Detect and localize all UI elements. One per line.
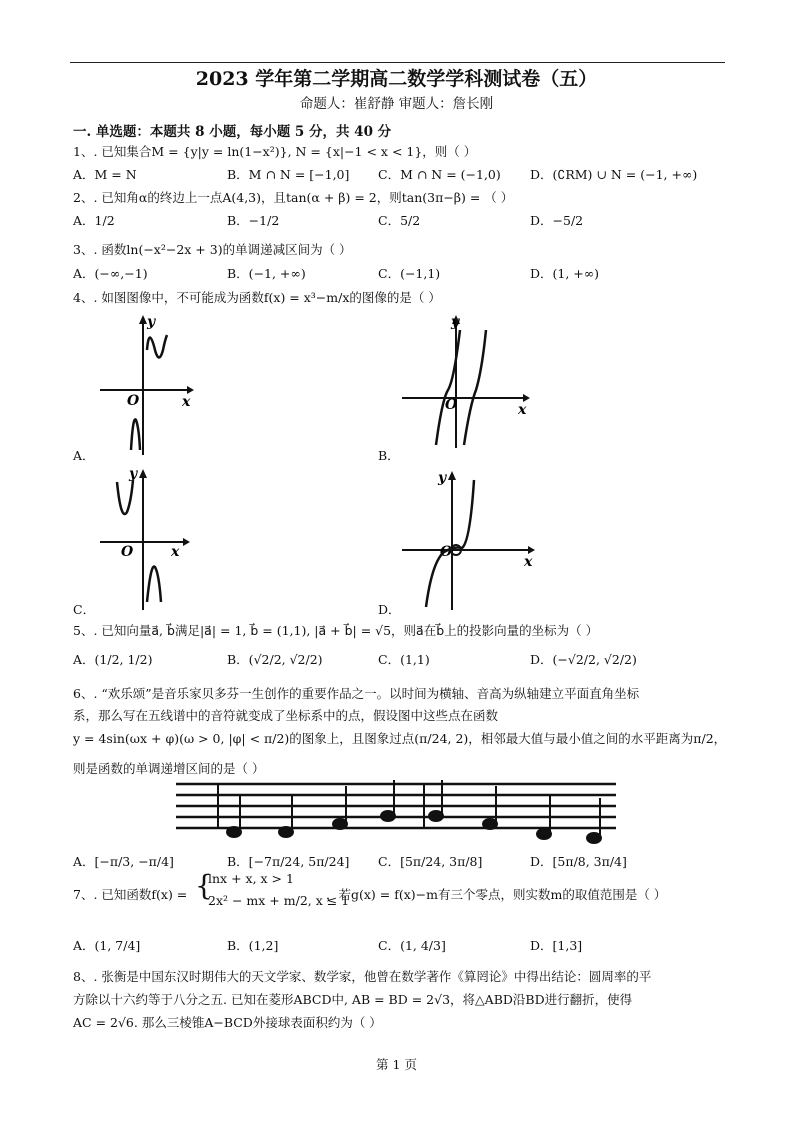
graph-a — [95, 310, 195, 460]
question-6-line-1: 6、. “欢乐颂”是音乐家贝多芬一生创作的重要作品之一。以时间为横轴、音高为纵轴建立平面直角坐标 — [73, 686, 640, 701]
question-8-line-3: AC = 2√6. 那么三棱锥A−BCD外接球表面积约为（ ） — [73, 1015, 382, 1030]
q6-option-d: D．[5π/8, 3π/4] — [530, 854, 627, 869]
q3-option-b: B．(−1, +∞) — [227, 266, 306, 281]
question-6-line-4: 则是函数的单调递增区间的是（ ） — [73, 761, 265, 776]
q2-option-c: C．5/2 — [378, 213, 421, 228]
graph-a-y-label: y — [147, 314, 156, 330]
q4-label-d: D． — [378, 602, 401, 617]
question-7-stem-left: 7、. 已知函数f(x) = — [73, 887, 188, 902]
question-3-stem: 3、. 函数ln(−x²−2x + 3)的单调递减区间为（ ） — [73, 242, 352, 257]
graph-d — [398, 462, 538, 612]
top-rule — [70, 62, 725, 63]
q7-brace: { — [195, 869, 213, 902]
question-4-stem: 4、. 如图图像中，不可能成为函数f(x) = x³−m/x的图像的是（ ） — [73, 290, 441, 305]
question-1-stem: 1、. 已知集合M = {y|y = ln(1−x²)}, N = {x|−1 < x < 1}，则（ ） — [73, 144, 477, 159]
q5-option-d: D．(−√2/2, √2/2) — [530, 652, 637, 667]
q4-label-c: C． — [73, 602, 96, 617]
q2-option-d: D．−5/2 — [530, 213, 584, 228]
graph-b-y-label: y — [451, 314, 460, 330]
graph-b — [398, 310, 533, 450]
graph-b-origin-label: O — [445, 397, 458, 413]
graph-c — [95, 462, 195, 612]
q1-option-c: C．M ∩ N = (−1,0) — [378, 167, 501, 182]
q6-option-a: A．[−π/3, −π/4] — [73, 854, 174, 869]
q7-option-d: D．[1,3] — [530, 938, 583, 953]
graph-d-origin-label: O — [440, 544, 453, 560]
question-8-line-2: 方除以十六约等于八分之五. 已知在菱形ABCD中, AB = BD = 2√3，将△ABD沿BD进行翻折，使得 — [73, 992, 633, 1007]
graph-c-y-label: y — [129, 466, 138, 482]
q5-option-c: C．(1,1) — [378, 652, 430, 667]
q1-option-b: B．M ∩ N = [−1,0] — [227, 167, 350, 182]
q3-option-a: A．(−∞,−1) — [73, 266, 148, 281]
graph-d-x-label: x — [524, 554, 533, 570]
q7-option-b: B．(1,2] — [227, 938, 279, 953]
q1-option-d: D．(∁RM) ∪ N = (−1, +∞) — [530, 167, 698, 182]
q6-option-b: B．[−7π/24, 5π/24] — [227, 854, 350, 869]
question-2-stem: 2、. 已知角α的终边上一点A(4,3)，且tan(α + β) = 2，则tan(3π−β) = （ ） — [73, 190, 514, 205]
question-7-stem-right: ，若g(x) = f(x)−m有三个零点，则实数m的取值范围是（ ） — [326, 887, 667, 902]
q7-case-2: 2x² − mx + m/2, x ≤ 1 — [208, 893, 350, 908]
q5-option-a: A．(1/2, 1/2) — [73, 652, 153, 667]
graph-c-x-label: x — [171, 544, 180, 560]
q4-label-a: A． — [73, 448, 95, 463]
q1-option-a: A．M = N — [73, 167, 137, 182]
q7-option-c: C．(1, 4/3] — [378, 938, 446, 953]
q2-option-b: B．−1/2 — [227, 213, 280, 228]
music-staff-figure — [176, 776, 618, 848]
graph-a-origin-label: O — [127, 393, 140, 409]
q6-option-c: C．[5π/24, 3π/8] — [378, 854, 483, 869]
q3-option-c: C．(−1,1) — [378, 266, 441, 281]
q3-option-d: D．(1, +∞) — [530, 266, 600, 281]
graph-b-x-label: x — [518, 402, 527, 418]
graph-a-x-label: x — [182, 394, 191, 410]
q7-option-a: A．(1, 7/4] — [73, 938, 141, 953]
graph-d-y-label: y — [438, 470, 447, 486]
section-heading: 一. 单选题：本题共 8 小题，每小题 5 分，共 40 分 — [73, 124, 392, 140]
q7-case-1: lnx + x, x > 1 — [208, 871, 294, 886]
q2-option-a: A．1/2 — [73, 213, 115, 228]
q4-label-b: B． — [378, 448, 400, 463]
question-8-line-1: 8、. 张衡是中国东汉时期伟大的天文学家、数学家，他曾在数学著作《算罔论》中得出结论：圆周率的平 — [73, 969, 652, 984]
graph-c-origin-label: O — [121, 544, 134, 560]
authors-line: 命题人：崔舒静 审题人：詹长刚 — [299, 96, 494, 112]
q5-option-b: B．(√2/2, √2/2) — [227, 652, 323, 667]
page-title: 2023 学年第二学期高二数学学科测试卷（五） — [195, 68, 598, 90]
page-number: 第 1 页 — [376, 1057, 417, 1072]
question-6-line-3: y = 4sin(ωx + φ)(ω > 0, |φ| < π/2)的图象上，且图象过点(π/24, 2)，相邻最大值与最小值之间的水平距离为π/2， — [73, 731, 727, 746]
question-6-line-2: 系，那么写在五线谱中的音符就变成了坐标系中的点，假设图中这些点在函数 — [73, 708, 499, 723]
question-5-stem: 5、. 已知向量a⃗, b⃗满足|a⃗| = 1, b⃗ = (1,1), |a⃗ + b⃗| = √5，则a⃗在b⃗上的投影向量的坐标为（ ） — [73, 623, 599, 638]
